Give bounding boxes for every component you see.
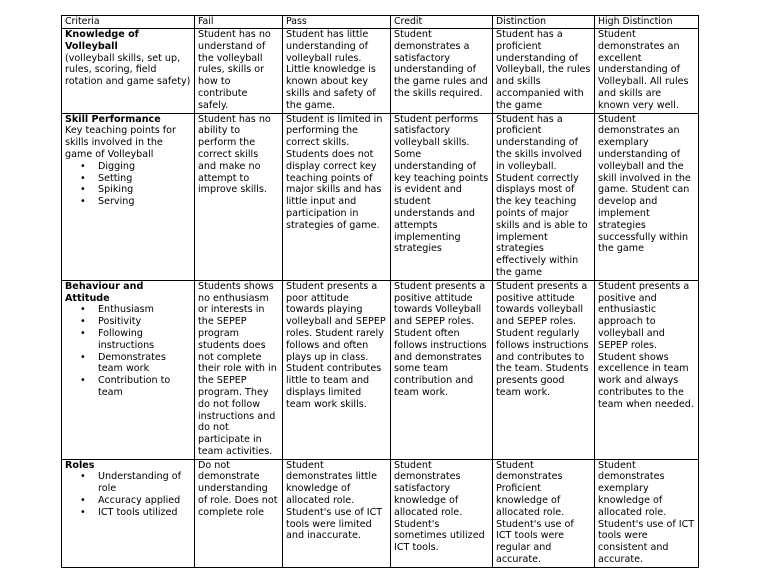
fail-cell: Do not demonstrate understanding of role. Does not complete role (195, 459, 283, 567)
criteria-cell (62, 113, 195, 280)
criteria-title: Roles (65, 459, 95, 471)
credit-cell: Student performs satisfactory volleyball skills. Some understanding of key teaching points is evident and student understands and attempts implementing strategies (391, 113, 493, 280)
header-credit: Credit (391, 16, 493, 29)
rubric-body (62, 29, 699, 568)
list-item: • Understanding of role (98, 471, 191, 495)
distinction-cell: Student demonstrates Proficient knowledge of allocated role. Student's use of ICT tools were regular and accurate. (493, 459, 595, 567)
table-row (62, 280, 699, 459)
criteria-title: Skill Performance (65, 113, 161, 125)
pass-cell: Student has little understanding of volleyball rules. Little knowledge is known about key skills and safety of the game. (283, 29, 391, 114)
list-item: • Serving (98, 196, 191, 208)
fail-cell: Student has no understand of the volleyball rules, skills or how to contribute safely. (195, 29, 283, 114)
criteria-title: Behaviour and Attitude (65, 280, 144, 304)
header-pass: Pass (283, 16, 391, 29)
pass-cell: Student demonstrates little knowledge of allocated role. Student's use of ICT tools were limited and inaccurate. (283, 459, 391, 567)
criteria-cell (62, 29, 195, 114)
credit-cell: Student demonstrates satisfactory knowledge of allocated role. Student's sometimes utilized ICT tools. (391, 459, 493, 567)
criteria-description: Key teaching points for skills involved in the game of Volleyball (65, 125, 176, 160)
header-criteria: Criteria (62, 16, 195, 29)
rubric-table (61, 15, 699, 568)
criteria-cell (62, 280, 195, 459)
distinction-cell: Student has a proficient understanding of the skills involved in volleyball. Student correctly displays most of the key teaching points of major skills and is able to implement strategies effectively within the game (493, 113, 595, 280)
credit-cell: Student demonstrates a satisfactory understanding of the game rules and the skills required. (391, 29, 493, 114)
distinction-cell: Student has a proficient understanding of Volleyball, the rules and skills accompanied with the game (493, 29, 595, 114)
list-item: • Enthusiasm (98, 304, 191, 316)
list-item: • Positivity (98, 316, 191, 328)
header-distinction: Distinction (493, 16, 595, 29)
high-distinction-cell: Student demonstrates an excellent understanding of Volleyball. All rules and skills are known very well. (595, 29, 699, 114)
list-item: • Accuracy applied (98, 495, 191, 507)
criteria-bullet-list (65, 471, 191, 518)
list-item: • Contribution to team (98, 375, 191, 399)
distinction-cell: Student presents a positive attitude towards volleyball and SEPEP roles. Student regularly follows instructions and contributes to the team. Students presents good team work. (493, 280, 595, 459)
list-item: • Setting (98, 173, 191, 185)
fail-cell: Students shows no enthusiasm or interests in the SEPEP program students does not complete their role with in the SEPEP program. They do not follow instructions and do not participate in team activities. (195, 280, 283, 459)
table-row (62, 113, 699, 280)
header-high-distinction: High Distinction (595, 16, 699, 29)
criteria-description: (volleyball skills, set up, rules, scoring, field rotation and game safety) (65, 52, 191, 88)
header-row (62, 16, 699, 29)
criteria-title: Knowledge of Volleyball (65, 29, 139, 52)
criteria-bullet-list (65, 161, 191, 208)
list-item: • Spiking (98, 184, 191, 196)
pass-cell: Student presents a poor attitude towards playing volleyball and SEPEP roles. Student rarely follows and often plays up in class. Student contributes little to team and displays limited team work skills. (283, 280, 391, 459)
criteria-cell (62, 459, 195, 567)
table-row (62, 29, 699, 114)
credit-cell: Student presents a positive attitude towards Volleyball and SEPEP roles. Student often follows instructions and demonstrates some team contribution and team work. (391, 280, 493, 459)
list-item: • Digging (98, 161, 191, 173)
high-distinction-cell: Student demonstrates exemplary knowledge of allocated role. Student's use of ICT tools were consistent and accurate. (595, 459, 699, 567)
high-distinction-cell: Student demonstrates an exemplary understanding of volleyball and the skill involved in the game. Student can develop and implement strategies successfully within the game (595, 113, 699, 280)
header-fail: Fail (195, 16, 283, 29)
criteria-bullet-list (65, 304, 191, 398)
pass-cell: Student is limited in performing the correct skills. Students does not display correct key teaching points of major skills and has little input and participation in strategies of game. (283, 113, 391, 280)
high-distinction-cell: Student presents a positive and enthusiastic approach to volleyball and SEPEP roles. Student shows excellence in team work and always contributes to the team when needed. (595, 280, 699, 459)
fail-cell: Student has no ability to perform the correct skills and make no attempt to improve skills. (195, 113, 283, 280)
list-item: • Demonstrates team work (98, 352, 191, 376)
list-item: • ICT tools utilized (98, 507, 191, 519)
table-row (62, 459, 699, 567)
list-item: • Following instructions (98, 328, 191, 352)
